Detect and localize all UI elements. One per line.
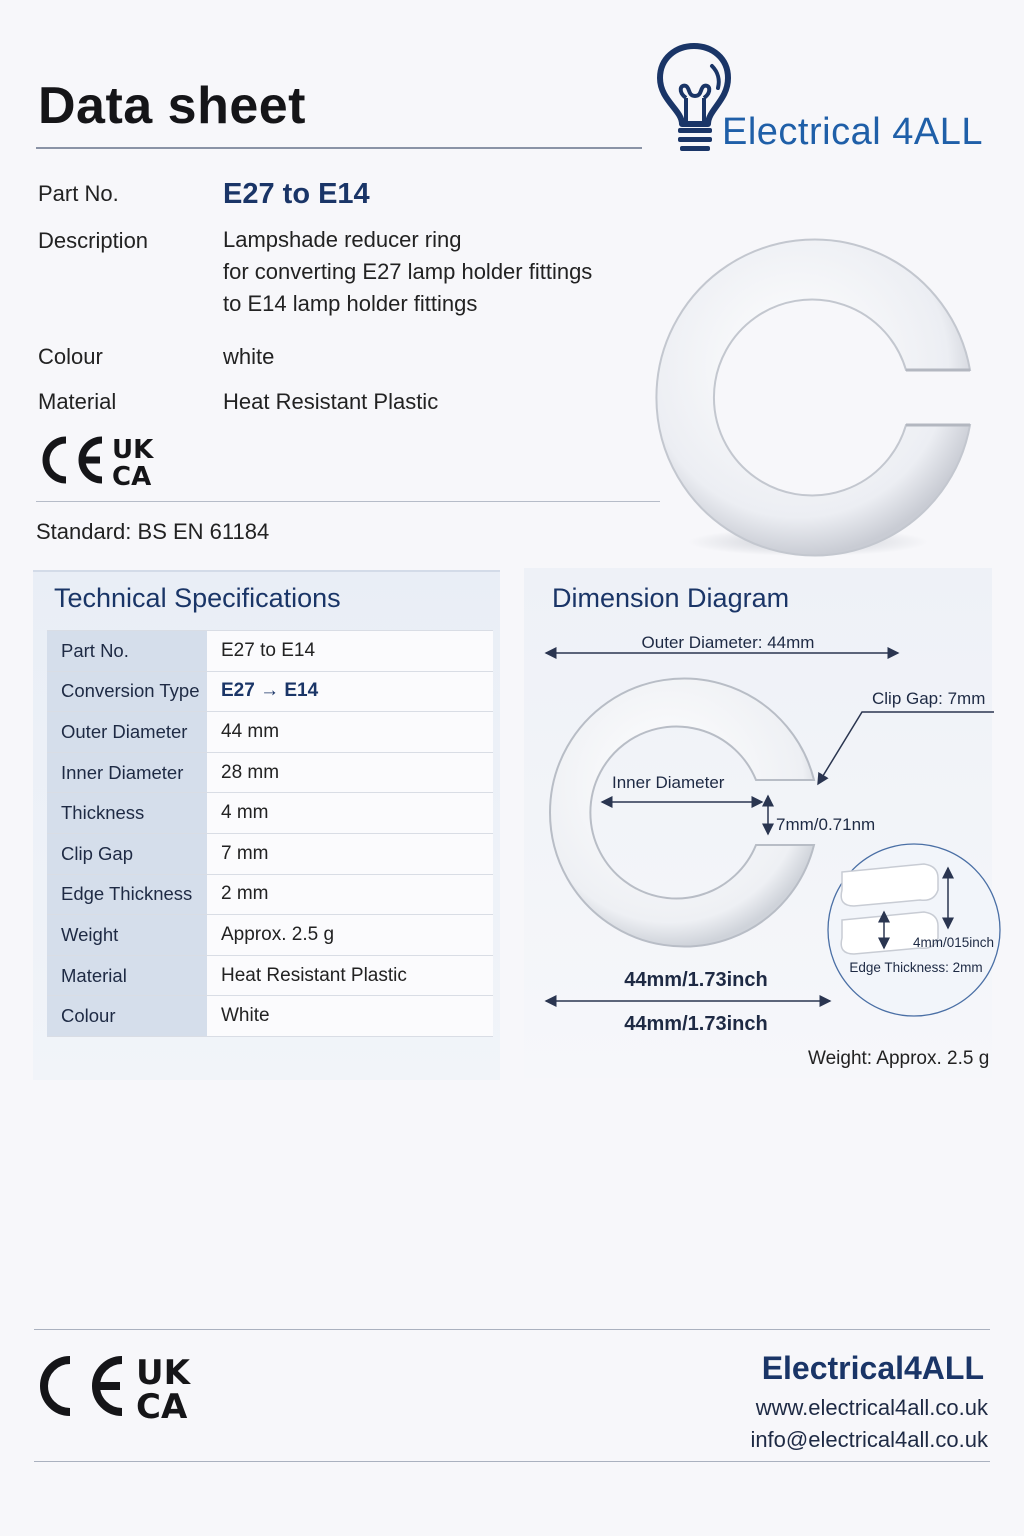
gap-measure-label: 7mm/0.71nm [776,815,876,834]
reducer-ring-image [648,220,978,560]
info-divider [36,501,660,502]
spec-row [47,996,493,1037]
spec-key: Edge Thickness [47,874,207,915]
spec-key: Inner Diameter [47,752,207,793]
dimension-heading: Dimension Diagram [552,583,790,613]
footer-divider-top [34,1329,990,1330]
spec-value: E27 → E14 [207,671,493,712]
spec-heading: Technical Specifications [54,583,341,613]
description-value [223,224,592,320]
ukca-bottom-footer-text: CA [136,1387,188,1420]
width-label-upper: 44mm/1.73inch [624,969,768,991]
spec-row [47,793,493,834]
spec-value: 7 mm [207,833,493,874]
spec-value: Approx. 2.5 g [207,915,493,956]
footer-website-link[interactable]: www.electrical4all.co.uk [755,1395,988,1420]
ce-ukca-mark-icon [40,432,170,488]
ukca-top-text: UK [112,435,154,465]
part-no-value: E27 to E14 [223,178,370,210]
spec-table [47,630,493,1037]
width-label-lower: 44mm/1.73inch [624,1013,768,1035]
brand-logo-text: Electrical 4ALL [722,111,983,153]
spec-row [47,712,493,753]
spec-value: 44 mm [207,712,493,753]
description-label: Description [38,228,149,253]
weight-note: Weight: Approx. 2.5 g [808,1048,990,1069]
spec-key: Material [47,955,207,996]
spec-key: Thickness [47,793,207,834]
spec-value: 4 mm [207,793,493,834]
footer-divider-bottom [34,1461,990,1462]
dimension-diagram [524,620,1014,1080]
spec-key: Conversion Type [47,671,207,712]
description-line: Lampshade reducer ring [223,227,462,252]
title-divider [36,147,642,149]
part-no-label: Part No. [38,181,119,206]
clip-gap-label: Clip Gap: 7mm [872,689,986,708]
spec-value: 28 mm [207,752,493,793]
material-label: Material [38,389,117,414]
ukca-top-footer-text: UK [136,1353,190,1393]
spec-row [47,671,493,712]
spec-row [47,955,493,996]
spec-key: Clip Gap [47,833,207,874]
spec-key: Part No. [47,631,207,672]
ce-ukca-footer-mark-icon [38,1352,214,1420]
spec-value: Heat Resistant Plastic [207,955,493,996]
outer-diameter-label: Outer Diameter: 44mm [641,633,815,652]
spec-key: Weight [47,915,207,956]
page-title: Data sheet [38,77,306,135]
spec-key: Outer Diameter [47,712,207,753]
spec-row [47,874,493,915]
spec-row [47,833,493,874]
spec-row [47,752,493,793]
description-line: for converting E27 lamp holder fittings [223,259,593,284]
spec-row [47,631,493,672]
spec-value: 2 mm [207,874,493,915]
description-line: to E14 lamp holder fittings [223,291,478,316]
spec-row [47,915,493,956]
standard-text: Standard: BS EN 61184 [36,519,270,544]
inner-diameter-label: Inner Diameter [612,773,725,792]
spec-key: Colour [47,996,207,1037]
colour-value: white [223,344,275,369]
spec-value: White [207,996,493,1037]
ukca-bottom-text: CA [112,462,152,488]
footer-brand: Electrical4ALL [761,1350,984,1386]
colour-label: Colour [38,344,103,369]
spec-value: E27 to E14 [207,631,493,672]
edge-thickness-label: Edge Thickness: 2mm [849,960,983,975]
footer-email-link[interactable]: info@electrical4all.co.uk [750,1427,988,1452]
material-value: Heat Resistant Plastic [223,389,439,414]
thickness-measure-label: 4mm/015inch [912,935,994,950]
